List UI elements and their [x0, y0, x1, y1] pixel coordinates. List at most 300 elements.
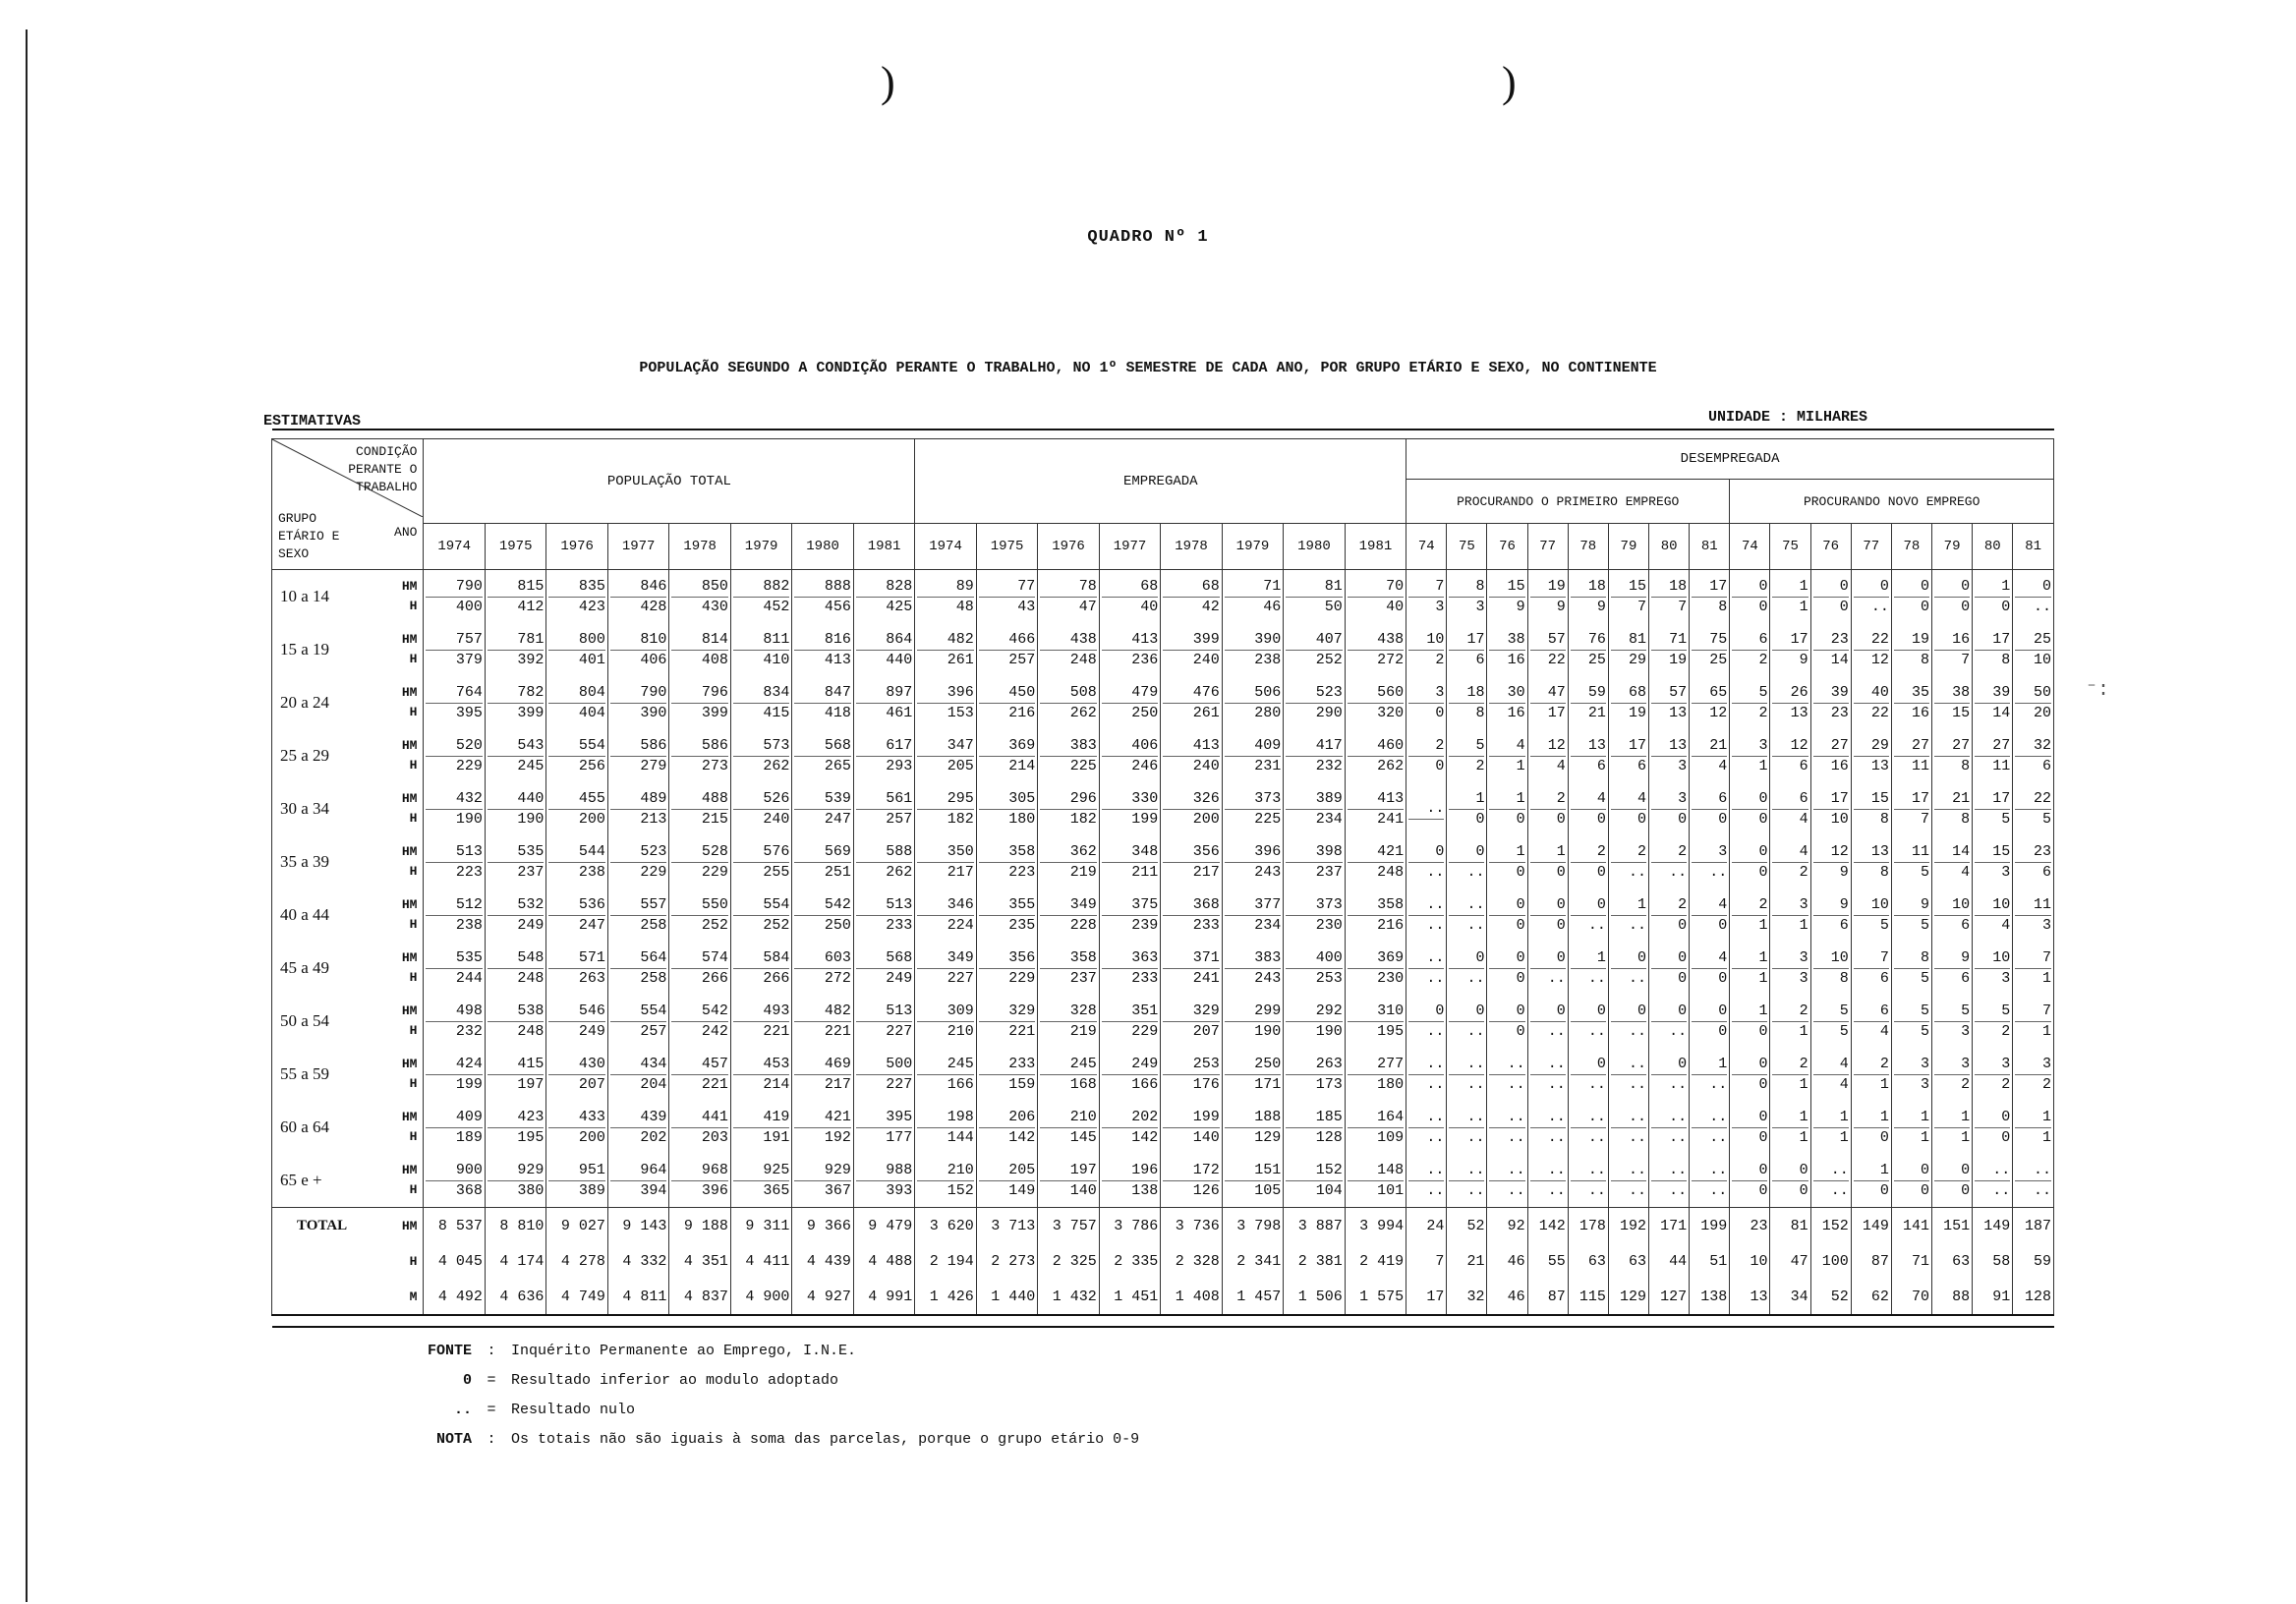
- total-cell-first: 87: [1527, 1279, 1568, 1315]
- cell-pop: [730, 1101, 791, 1154]
- value-hm: 419: [733, 1108, 789, 1128]
- cell-first: [1527, 1101, 1568, 1154]
- cell-first: [1406, 570, 1447, 624]
- value-hm: 13: [1854, 842, 1889, 863]
- value-h: 20: [2033, 704, 2051, 721]
- value-h: 10: [1830, 810, 1849, 828]
- value-h: 203: [701, 1128, 728, 1146]
- cell-emp: [1099, 623, 1160, 676]
- cell-first: [1568, 835, 1608, 888]
- value-hm: 17: [1813, 789, 1849, 810]
- value-h: 0: [1718, 969, 1728, 987]
- value-h: 223: [1008, 863, 1036, 881]
- cell-emp: [1222, 888, 1283, 942]
- cell-first: [1447, 676, 1487, 729]
- value-h: 177: [886, 1128, 913, 1146]
- cell-first: [1608, 623, 1648, 676]
- value-h: 6: [2041, 757, 2051, 774]
- value-hm: 1: [1489, 789, 1524, 810]
- value-h: 272: [1377, 651, 1405, 668]
- value-hm: 811: [733, 630, 789, 651]
- value-hm: 68: [1102, 577, 1158, 598]
- value-h: 6: [1475, 651, 1485, 668]
- cell-emp: [1345, 1101, 1406, 1154]
- value-hm: 3: [1934, 1055, 1970, 1075]
- value-hm: 0: [1408, 842, 1444, 863]
- value-h: 214: [1008, 757, 1036, 774]
- value-hm: 11: [2015, 895, 2051, 916]
- sex-label: HM: [401, 685, 418, 700]
- value-h: 262: [763, 757, 790, 774]
- value-hm: 400: [1286, 948, 1342, 969]
- value-hm: 557: [610, 895, 666, 916]
- value-h: ..: [1466, 1128, 1485, 1146]
- value-hm: 925: [733, 1161, 789, 1181]
- paren-right: ): [1502, 58, 1517, 106]
- cell-new: [1973, 888, 2013, 942]
- cell-pop: [853, 888, 914, 942]
- value-h: 200: [1192, 810, 1220, 828]
- year-first-80: 80: [1649, 524, 1690, 570]
- total-cell-emp: 3 713: [976, 1208, 1037, 1244]
- year-pop-1976: 1976: [546, 524, 607, 570]
- value-h: 3: [1921, 1075, 1930, 1093]
- cell-emp: [1222, 623, 1283, 676]
- value-h: 0: [1516, 863, 1525, 881]
- value-hm: 413: [1102, 630, 1158, 651]
- total-cell-pop: 9 479: [853, 1208, 914, 1244]
- value-hm: 0: [1489, 1002, 1524, 1022]
- total-cell-first: 55: [1527, 1243, 1568, 1279]
- value-h: 182: [947, 810, 974, 828]
- cell-pop: [485, 570, 545, 624]
- value-h: 40: [1140, 598, 1159, 615]
- value-hm: 396: [1225, 842, 1281, 863]
- value-hm: 346: [917, 895, 973, 916]
- value-h: 4: [1556, 757, 1566, 774]
- value-h: 0: [1718, 916, 1728, 934]
- total-cell-first: 92: [1487, 1208, 1527, 1244]
- cell-emp: [1284, 888, 1345, 942]
- value-h: 0: [1758, 1022, 1768, 1040]
- value-h: 1: [1921, 1128, 1930, 1146]
- value-hm: 1: [1854, 1161, 1889, 1181]
- cell-pop: [607, 835, 668, 888]
- total-cell-new: 81: [1770, 1208, 1810, 1244]
- cell-emp: [1099, 729, 1160, 782]
- value-hm: 846: [610, 577, 666, 598]
- age-group-label: 45 a 49: [272, 942, 373, 995]
- value-h: 13: [1870, 757, 1889, 774]
- value-h: 23: [1830, 704, 1849, 721]
- value-h: 261: [1192, 704, 1220, 721]
- total-cell-pop: 9 188: [669, 1208, 730, 1244]
- cell-pop: [485, 623, 545, 676]
- total-cell-emp: 1 432: [1038, 1279, 1099, 1315]
- value-h: 0: [1879, 1128, 1889, 1146]
- cell-emp: [1038, 782, 1099, 835]
- cell-emp: [1284, 623, 1345, 676]
- value-h: 279: [640, 757, 667, 774]
- total-cell-new: 128: [2013, 1279, 2054, 1315]
- value-hm: 369: [979, 736, 1035, 757]
- value-h: 247: [578, 916, 605, 934]
- value-h: 140: [1069, 1181, 1097, 1199]
- value-hm: 433: [548, 1108, 604, 1128]
- value-hm: 810: [610, 630, 666, 651]
- cell-new: [1932, 1154, 1973, 1208]
- value-h: ..: [1629, 1181, 1647, 1199]
- value-hm: 550: [671, 895, 727, 916]
- cell-pop: [546, 676, 607, 729]
- value-h: 216: [1008, 704, 1036, 721]
- value-hm: 500: [856, 1055, 912, 1075]
- value-hm: 0: [1732, 577, 1767, 598]
- cell-new: [1891, 782, 1931, 835]
- value-hm: 0: [1854, 577, 1889, 598]
- value-h: 1: [1758, 916, 1768, 934]
- value-h: 0: [1839, 598, 1849, 615]
- value-h: 234: [1254, 916, 1282, 934]
- value-h: 6: [1799, 757, 1808, 774]
- cell-pop: [792, 1154, 853, 1208]
- value-h: 176: [1192, 1075, 1220, 1093]
- value-hm: 22: [2015, 789, 2051, 810]
- value-hm: ..: [1611, 1055, 1646, 1075]
- value-hm: 356: [979, 948, 1035, 969]
- cell-first: [1568, 623, 1608, 676]
- value-h: 4: [1799, 810, 1808, 828]
- year-emp-1976: 1976: [1038, 524, 1099, 570]
- value-h: 253: [1315, 969, 1343, 987]
- cell-pop: [485, 888, 545, 942]
- value-h: ..: [1547, 1075, 1566, 1093]
- value-h: 19: [1629, 704, 1647, 721]
- value-h: 3: [1961, 1022, 1971, 1040]
- cell-emp: [1345, 942, 1406, 995]
- value-hm: 900: [426, 1161, 482, 1181]
- value-h: 50: [1324, 598, 1343, 615]
- cell-new: [1891, 623, 1931, 676]
- header-unemployed: DESEMPREGADA: [1406, 439, 2054, 480]
- year-pop-1979: 1979: [730, 524, 791, 570]
- value-h: 232: [455, 1022, 483, 1040]
- cell-first: [1608, 1154, 1648, 1208]
- cell-pop: [669, 1101, 730, 1154]
- value-h: 452: [763, 598, 790, 615]
- value-h: ..: [1992, 1181, 2011, 1199]
- value-h: 247: [824, 810, 851, 828]
- cell-first: [1447, 1154, 1487, 1208]
- cell-emp: [1222, 1154, 1283, 1208]
- total-cell-emp: 1 575: [1345, 1279, 1406, 1315]
- age-group-label: 35 a 39: [272, 835, 373, 888]
- total-cell-emp: 3 994: [1345, 1208, 1406, 1244]
- cell-pop: [792, 942, 853, 995]
- value-hm: 26: [1772, 683, 1808, 704]
- value-hm: 0: [1449, 948, 1484, 969]
- cell-new: [1730, 729, 1770, 782]
- cell-emp: [1222, 1048, 1283, 1101]
- value-hm: 329: [979, 1002, 1035, 1022]
- value-h: ..: [1466, 1022, 1485, 1040]
- value-h: 230: [1315, 916, 1343, 934]
- footnote-key: ..: [453, 1402, 472, 1418]
- value-h: 4: [1961, 863, 1971, 881]
- value-hm: 75: [1692, 630, 1727, 651]
- value-h: 3: [1435, 598, 1445, 615]
- total-cell-emp: 3 736: [1161, 1208, 1222, 1244]
- sex-label: HM: [401, 1110, 418, 1124]
- value-h: 231: [1254, 757, 1282, 774]
- table-title: POPULAÇÃO SEGUNDO A CONDIÇÃO PERANTE O TRABALHO, NO 1º SEMESTRE DE CADA ANO, POR GRUPO ETÁRIO E SEXO, NO CONTINENTE: [639, 360, 1657, 376]
- cell-new: [1973, 623, 2013, 676]
- cell-first: [1406, 1101, 1447, 1154]
- cell-pop: [669, 835, 730, 888]
- year-first-78: 78: [1568, 524, 1608, 570]
- value-hm: 7: [2015, 1002, 2051, 1022]
- value-hm: 21: [1934, 789, 1970, 810]
- value-hm: 198: [917, 1108, 973, 1128]
- value-h: 1: [1839, 1128, 1849, 1146]
- cell-pop: [424, 1101, 485, 1154]
- sex-label: HM: [401, 632, 418, 647]
- value-h: 6: [1637, 757, 1647, 774]
- cell-pop: [485, 835, 545, 888]
- value-h: 42: [1201, 598, 1220, 615]
- total-cell-emp: 2 419: [1345, 1243, 1406, 1279]
- value-h: 190: [517, 810, 545, 828]
- value-h: 0: [1921, 1181, 1930, 1199]
- cell-new: [1770, 1048, 1810, 1101]
- value-hm: 0: [1530, 1002, 1566, 1022]
- value-hm: 210: [1040, 1108, 1096, 1128]
- value-h: 257: [886, 810, 913, 828]
- cell-pop: [730, 729, 791, 782]
- total-cell-pop: 9 311: [730, 1208, 791, 1244]
- value-h: 404: [578, 704, 605, 721]
- cell-pop: [485, 1154, 545, 1208]
- value-h: 0: [1758, 810, 1768, 828]
- value-h: 225: [1254, 810, 1282, 828]
- value-h: 368: [455, 1181, 483, 1199]
- total-cell-pop: 9 143: [607, 1208, 668, 1244]
- total-cell-pop: 4 439: [792, 1243, 853, 1279]
- value-h: 199: [455, 1075, 483, 1093]
- value-hm: 3: [1692, 842, 1727, 863]
- sex-label: H: [409, 1182, 418, 1197]
- cell-first: [1527, 942, 1568, 995]
- cell-new: [1770, 623, 1810, 676]
- cell-emp: [1161, 782, 1222, 835]
- value-hm: 39: [1975, 683, 2010, 704]
- value-hm: 197: [1040, 1161, 1096, 1181]
- value-h: 258: [640, 969, 667, 987]
- cell-pop: [730, 835, 791, 888]
- year-first-77: 77: [1527, 524, 1568, 570]
- cell-first: [1487, 1154, 1527, 1208]
- cell-new: [1891, 835, 1931, 888]
- cell-new: [1810, 570, 1851, 624]
- value-hm: 32: [2015, 736, 2051, 757]
- total-cell-new: 58: [1973, 1243, 2013, 1279]
- value-h: 410: [763, 651, 790, 668]
- value-h: 191: [763, 1128, 790, 1146]
- cell-emp: [1284, 1101, 1345, 1154]
- cell-new: [1810, 942, 1851, 995]
- value-h: 1: [2041, 969, 2051, 987]
- year-pop-1981: 1981: [853, 524, 914, 570]
- total-cell-pop: 4 492: [424, 1279, 485, 1315]
- value-h: 389: [578, 1181, 605, 1199]
- value-hm: 356: [1163, 842, 1219, 863]
- cell-new: [1730, 570, 1770, 624]
- value-h: ..: [1669, 1075, 1688, 1093]
- cell-first: [1406, 1154, 1447, 1208]
- sex-label: H: [409, 811, 418, 826]
- value-h: ..: [1547, 1128, 1566, 1146]
- value-h: ..: [1426, 1075, 1445, 1093]
- value-h: 216: [1377, 916, 1405, 934]
- value-h: 182: [1069, 810, 1097, 828]
- cell-pop: [792, 729, 853, 782]
- value-hm: 417: [1286, 736, 1342, 757]
- value-hm: 35: [1894, 683, 1929, 704]
- total-cell-pop: 4 045: [424, 1243, 485, 1279]
- cell-new: [2013, 995, 2054, 1048]
- cell-first: [1568, 782, 1608, 835]
- cell-first: [1527, 1154, 1568, 1208]
- sex-labels: [372, 1101, 424, 1154]
- value-h: ..: [1426, 1022, 1445, 1040]
- corner-header: [272, 439, 424, 570]
- total-cell-pop: 8 810: [485, 1208, 545, 1244]
- total-cell-emp: 1 426: [915, 1279, 976, 1315]
- value-h: 401: [578, 651, 605, 668]
- age-group-label: 20 a 24: [272, 676, 373, 729]
- cell-emp: [1345, 835, 1406, 888]
- value-h: ..: [1669, 1181, 1688, 1199]
- corner-year-label: ANO: [394, 525, 418, 540]
- value-hm: 22: [1854, 630, 1889, 651]
- value-hm: 2: [1571, 842, 1606, 863]
- sex-labels: [372, 782, 424, 835]
- cell-pop: [792, 995, 853, 1048]
- value-h: 229: [1008, 969, 1036, 987]
- sex-labels: [372, 835, 424, 888]
- value-hm: 6: [1772, 789, 1808, 810]
- cell-emp: [915, 570, 976, 624]
- value-hm: 535: [426, 948, 482, 969]
- value-hm: ..: [1408, 1161, 1444, 1181]
- cell-emp: [915, 782, 976, 835]
- value-h: 8: [1921, 651, 1930, 668]
- cell-emp: [1345, 782, 1406, 835]
- value-h: 252: [701, 916, 728, 934]
- cell-first: [1568, 1048, 1608, 1101]
- cell-first: [1690, 782, 1730, 835]
- value-h: 142: [1131, 1128, 1159, 1146]
- value-hm: 15: [1489, 577, 1524, 598]
- value-h: 400: [455, 598, 483, 615]
- value-hm: 5: [1975, 1002, 2010, 1022]
- year-first-75: 75: [1447, 524, 1487, 570]
- value-hm: 523: [610, 842, 666, 863]
- value-hm: 25: [2015, 630, 2051, 651]
- cell-new: [1770, 570, 1810, 624]
- value-hm: 542: [794, 895, 850, 916]
- value-hm: 513: [856, 1002, 912, 1022]
- value-h: 16: [1507, 651, 1525, 668]
- value-h: 204: [640, 1075, 667, 1093]
- sex-label: HM: [401, 950, 418, 965]
- value-hm: 57: [1530, 630, 1566, 651]
- total-cell-pop: 9 027: [546, 1208, 607, 1244]
- cell-emp: [1099, 1101, 1160, 1154]
- cell-emp: [1099, 782, 1160, 835]
- cell-pop: [546, 835, 607, 888]
- value-hm: 250: [1225, 1055, 1281, 1075]
- total-cell-pop: 8 537: [424, 1208, 485, 1244]
- value-h: ..: [2033, 1181, 2051, 1199]
- value-h: 214: [763, 1075, 790, 1093]
- sex-label: HM: [401, 844, 418, 859]
- value-h: 14: [1830, 651, 1849, 668]
- cell-pop: [730, 942, 791, 995]
- total-cell-first: 63: [1568, 1243, 1608, 1279]
- total-cell-new: 59: [2013, 1243, 2054, 1279]
- cell-first: [1406, 623, 1447, 676]
- value-h: 234: [1315, 810, 1343, 828]
- value-hm: 847: [794, 683, 850, 704]
- year-first-79: 79: [1608, 524, 1648, 570]
- cell-first: [1487, 623, 1527, 676]
- value-hm: ..: [1571, 1161, 1606, 1181]
- value-h: 9: [1799, 651, 1808, 668]
- cell-first: [1568, 888, 1608, 942]
- cell-new: [1851, 888, 1891, 942]
- table-row: [272, 835, 2054, 888]
- value-h: 16: [1507, 704, 1525, 721]
- value-hm: 358: [1348, 895, 1404, 916]
- total-cell-first: 52: [1447, 1208, 1487, 1244]
- value-h: 48: [955, 598, 974, 615]
- value-h: 105: [1254, 1181, 1282, 1199]
- value-h: 4: [1839, 1075, 1849, 1093]
- cell-first: [1649, 676, 1690, 729]
- value-h: 249: [886, 969, 913, 987]
- value-hm: 77: [979, 577, 1035, 598]
- value-h: ..: [1466, 1075, 1485, 1093]
- value-h: 428: [640, 598, 667, 615]
- cell-first: [1406, 676, 1447, 729]
- value-h: ..: [1629, 1075, 1647, 1093]
- cell-pop: [607, 942, 668, 995]
- cell-pop: [607, 888, 668, 942]
- value-hm: 396: [917, 683, 973, 704]
- total-cell-pop: 4 351: [669, 1243, 730, 1279]
- value-hm: 253: [1163, 1055, 1219, 1075]
- value-hm: 968: [671, 1161, 727, 1181]
- value-h: 0: [1718, 810, 1728, 828]
- cell-emp: [1222, 995, 1283, 1048]
- cell-emp: [1099, 835, 1160, 888]
- value-hm: 526: [733, 789, 789, 810]
- total-cell-pop: 4 749: [546, 1279, 607, 1315]
- value-hm: 373: [1286, 895, 1342, 916]
- sex-label: H: [409, 1129, 418, 1144]
- value-h: 1: [1516, 757, 1525, 774]
